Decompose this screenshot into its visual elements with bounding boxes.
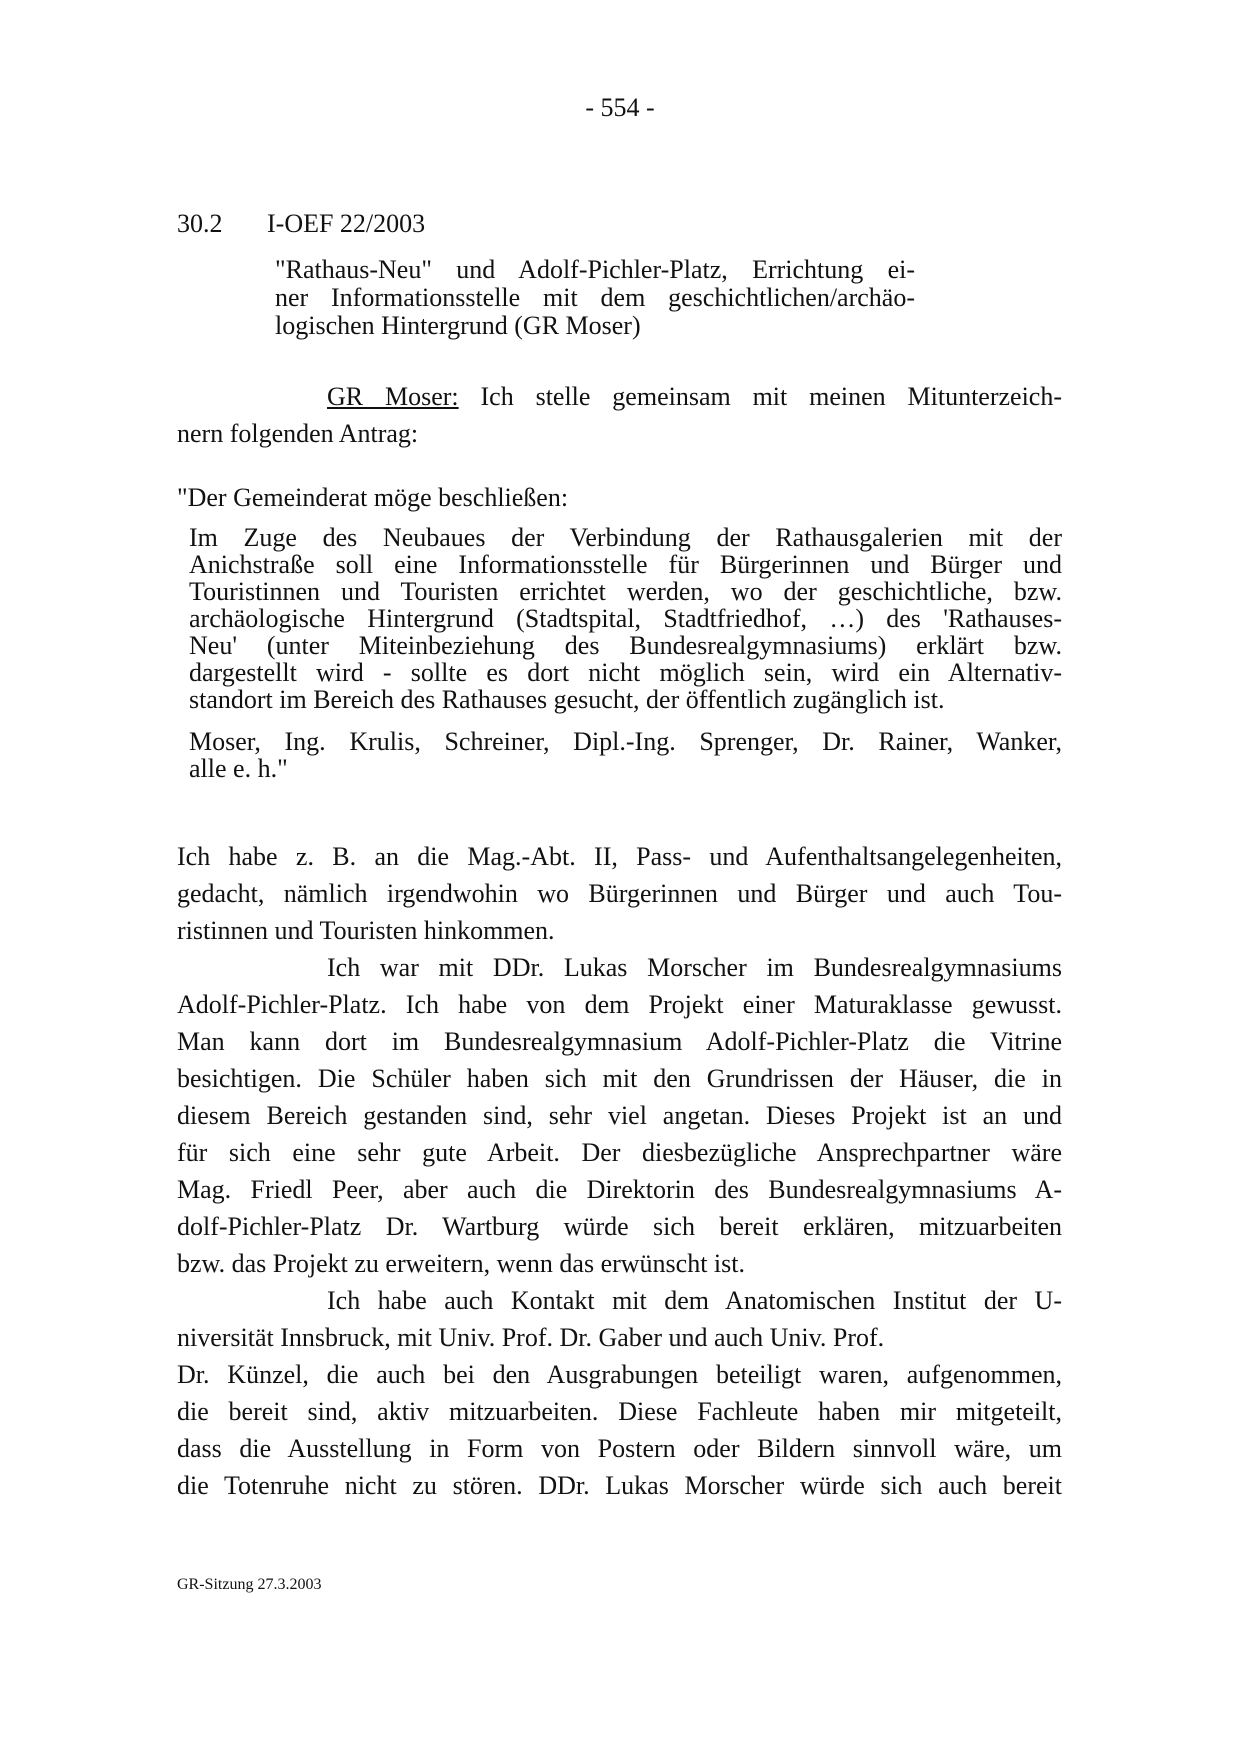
motion-signers — [189, 728, 1062, 782]
body-line: Ich war mit DDr. Lukas Morscher im Bundesrealgymnasiums — [327, 953, 1062, 982]
body-line: gedacht, nämlich irgendwohin wo Bürgerinnen und Bürger und auch Tou- — [177, 879, 1062, 908]
title-line: logischen Hintergrund (GR Moser) — [275, 311, 641, 340]
agenda-item-number: 30.2 — [177, 209, 223, 238]
agenda-item-title — [275, 256, 915, 340]
speech-body — [177, 838, 1062, 1504]
motion-line: Anichstraße soll eine Informationsstelle für Bürgerinnen und Bürger und — [189, 550, 1062, 579]
body-line: Man kann dort im Bundesrealgymnasium Adolf-Pichler-Platz die Vitrine — [177, 1027, 1062, 1056]
page-footer: GR-Sitzung 27.3.2003 — [177, 1576, 322, 1593]
motion-line: standort im Bereich des Rathauses gesucht, der öffentlich zugänglich ist. — [189, 685, 945, 714]
body-line: ristinnen und Touristen hinkommen. — [177, 916, 555, 945]
body-line: für sich eine sehr gute Arbeit. Der diesbezügliche Ansprechpartner wäre — [177, 1138, 1062, 1167]
motion-line: Im Zuge des Neubaues der Verbindung der Rathausgalerien mit der — [189, 523, 1062, 552]
body-line: Mag. Friedl Peer, aber auch die Direktorin des Bundesrealgymnasiums A- — [177, 1175, 1062, 1204]
body-line: dolf-Pichler-Platz Dr. Wartburg würde sich bereit erklären, mitzuarbeiten — [177, 1212, 1062, 1241]
signers-line: Moser, Ing. Krulis, Schreiner, Dipl.-Ing. Sprenger, Dr. Rainer, Wanker, — [189, 727, 1062, 756]
speaker-name: GR Moser: — [327, 382, 459, 411]
motion-line: archäologische Hintergrund (Stadtspital, Stadtfriedhof, …) des 'Rathauses- — [189, 604, 1062, 633]
page-number: - 554 - — [585, 93, 655, 122]
signers-line: alle e. h." — [189, 754, 288, 783]
body-line: dass die Ausstellung in Form von Postern oder Bildern sinnvoll wäre, um — [177, 1434, 1062, 1463]
title-line: "Rathaus-Neu" und Adolf-Pichler-Platz, Errichtung ei- — [275, 255, 915, 284]
body-line: Ich habe auch Kontakt mit dem Anatomischen Institut der U- — [327, 1286, 1062, 1315]
body-line: niversität Innsbruck, mit Univ. Prof. Dr. Gaber und auch Univ. Prof. — [177, 1323, 885, 1352]
body-line: die Totenruhe nicht zu stören. DDr. Lukas Morscher würde sich auch bereit — [177, 1471, 1062, 1500]
speaker-intro — [177, 378, 1062, 452]
body-line: Adolf-Pichler-Platz. Ich habe von dem Projekt einer Maturaklasse gewusst. — [177, 990, 1062, 1019]
speaker-line: nern folgenden Antrag: — [177, 419, 419, 448]
motion-line: Neu' (unter Miteinbeziehung des Bundesrealgymnasiums) erklärt bzw. — [189, 631, 1062, 660]
motion-intro: "Der Gemeinderat möge beschließen: — [177, 483, 569, 512]
motion-text — [189, 524, 1062, 713]
body-line: besichtigen. Die Schüler haben sich mit den Grundrissen der Häuser, die in — [177, 1064, 1062, 1093]
body-line: diesem Bereich gestanden sind, sehr viel angetan. Dieses Projekt ist an und — [177, 1101, 1062, 1130]
motion-line: dargestellt wird - sollte es dort nicht möglich sein, wird ein Alternativ- — [189, 658, 1062, 687]
body-line: die bereit sind, aktiv mitzuarbeiten. Diese Fachleute haben mir mitgeteilt, — [177, 1397, 1062, 1426]
body-line: Dr. Künzel, die auch bei den Ausgrabungen beteiligt waren, aufgenommen, — [177, 1360, 1062, 1389]
agenda-item-header — [177, 209, 425, 239]
title-line: ner Informationsstelle mit dem geschichtlichen/archäo- — [275, 283, 915, 312]
body-line: Ich habe z. B. an die Mag.-Abt. II, Pass- und Aufenthaltsangelegenheiten, — [177, 842, 1062, 871]
motion-line: Touristinnen und Touristen errichtet werden, wo der geschichtliche, bzw. — [189, 577, 1062, 606]
speaker-line — [177, 378, 1062, 415]
body-line: bzw. das Projekt zu erweitern, wenn das erwünscht ist. — [177, 1249, 745, 1278]
speaker-text: Ich stelle gemeinsam mit meinen Mitunterzeich- — [480, 382, 1062, 411]
agenda-item-reference: I-OEF 22/2003 — [267, 209, 426, 238]
